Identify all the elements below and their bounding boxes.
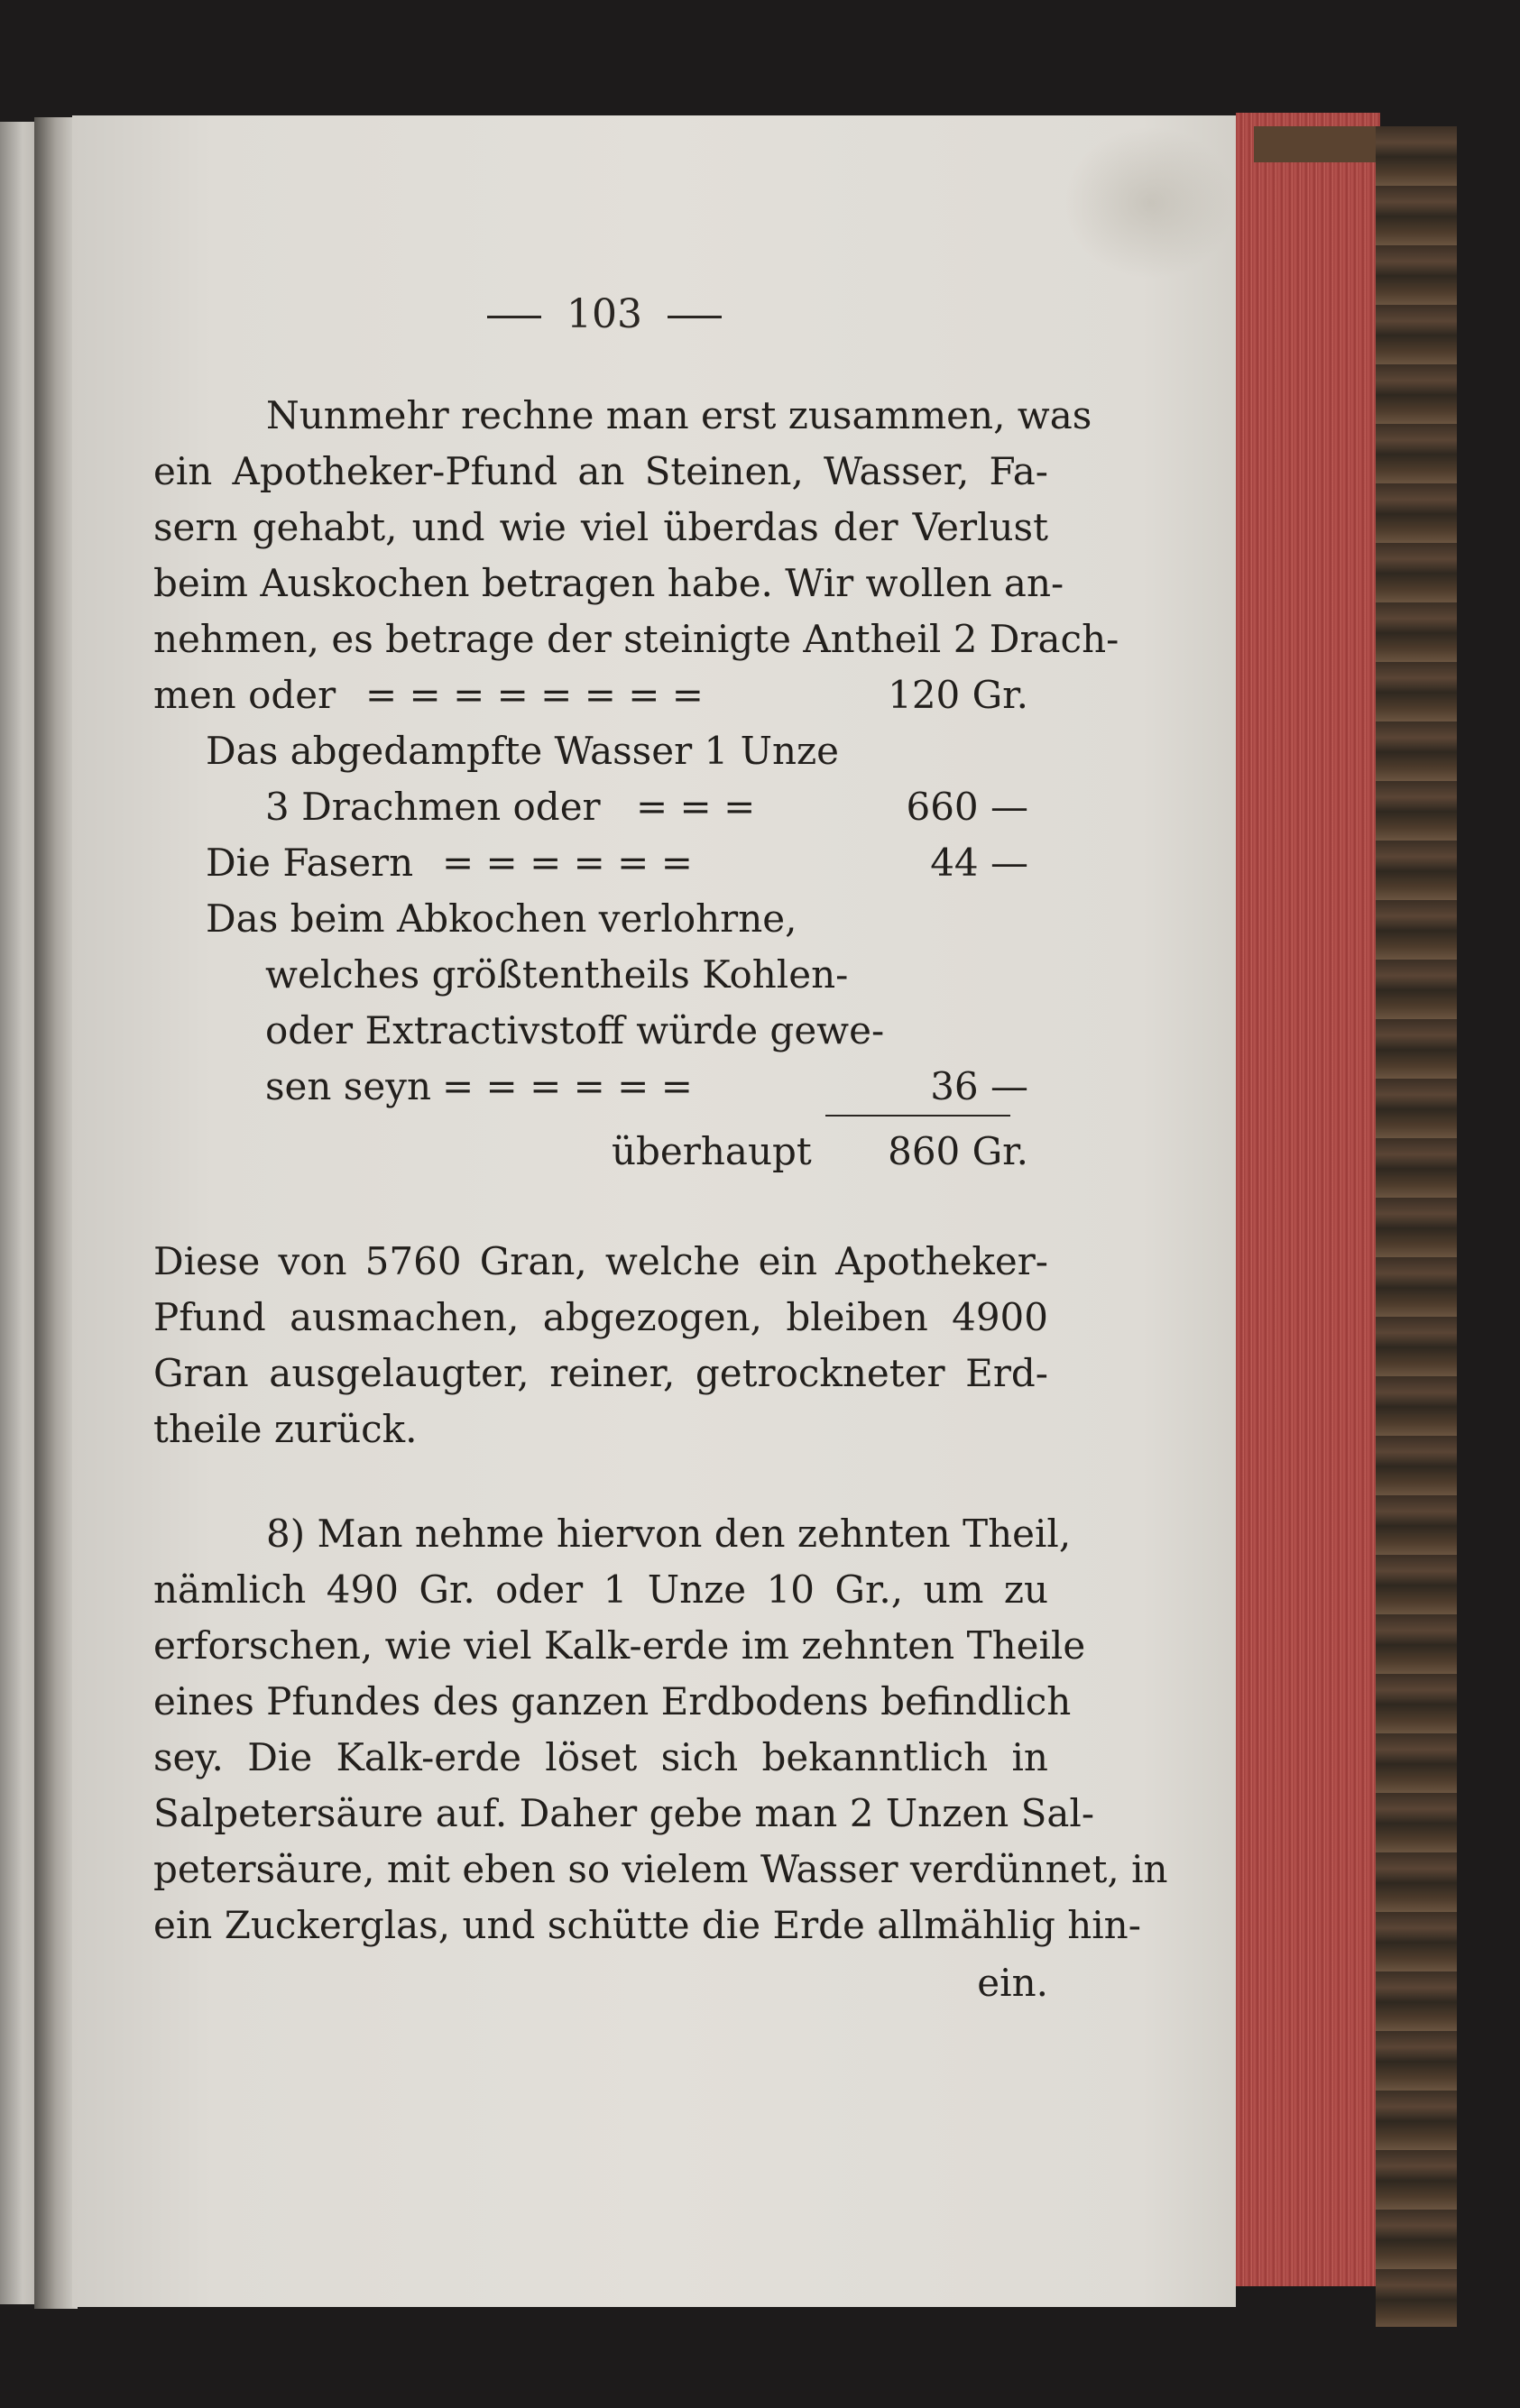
- book-gutter: [34, 117, 78, 2309]
- para3-line-1: 8) Man nehme hiervon den zehnten Theil,: [266, 1512, 1072, 1556]
- sum-rule: [825, 1115, 1010, 1117]
- total-value: 860 Gr.: [888, 1129, 1028, 1173]
- calc-row-4-dots: = = = = = =: [442, 841, 693, 885]
- para3-line-8: ein Zuckerglas, und schütte die Erde allmählig hin-: [153, 1903, 1141, 1947]
- marbled-cover: [1376, 126, 1457, 2327]
- para3-line-6: Salpetersäure auf. Daher gebe man 2 Unzen Sal-: [153, 1791, 1095, 1835]
- calc-row-4-label: Die Fasern: [206, 841, 414, 885]
- calc-row-2-label: Das abgedampfte Wasser 1 Unze: [206, 729, 840, 773]
- header-dash-right: [668, 316, 722, 318]
- para3-line-7: petersäure, mit eben so vielem Wasser verdünnet, in: [153, 1847, 1168, 1891]
- calc-row-5-label: Das beim Abkochen verlohrne,: [206, 896, 797, 941]
- catchword: ein.: [977, 1961, 1048, 2005]
- calc-row-4-value: 44 —: [930, 841, 1028, 885]
- para2-line-3: Gran ausgelaugter, reiner, getrockneter Erd-: [153, 1351, 1048, 1395]
- para3-line-5: sey. Die Kalk-erde löset sich bekanntlich in: [153, 1735, 1048, 1779]
- page-number: 103: [567, 291, 642, 337]
- para1-line-5: nehmen, es betrage der steinigte Antheil 2 Drach-: [153, 617, 1119, 661]
- para3-line-4: eines Pfundes des ganzen Erdbodens befindlich: [153, 1679, 1072, 1723]
- para1-line-3: sern gehabt, und wie viel überdas der Verlust: [153, 505, 1048, 549]
- left-page-edge: [0, 122, 38, 2304]
- red-page-edges: [1236, 113, 1380, 2286]
- total-label: überhaupt: [612, 1129, 812, 1173]
- calc-row-8-label: sen seyn: [265, 1064, 431, 1108]
- page-stain: [1064, 126, 1236, 280]
- para2-line-2: Pfund ausmachen, abgezogen, bleiben 4900: [153, 1295, 1048, 1339]
- calc-row-3-label: 3 Drachmen oder: [265, 785, 601, 829]
- calc-row-3-dots: = = =: [636, 785, 756, 829]
- para1-line-4: beim Auskochen betragen habe. Wir wollen an-: [153, 561, 1064, 605]
- header-dash-left: [487, 316, 541, 318]
- calc-row-6-label: welches größtentheils Kohlen-: [265, 952, 849, 997]
- para1-line-1: Nunmehr rechne man erst zusammen, was: [266, 393, 1092, 437]
- para3-line-2: nämlich 490 Gr. oder 1 Unze 10 Gr., um zu: [153, 1567, 1048, 1612]
- calc-row-1-dots: = = = = = = = =: [365, 673, 704, 717]
- para2-line-4: theile zurück.: [153, 1407, 418, 1451]
- calc-row-7-label: oder Extractivstoff würde gewe-: [265, 1008, 885, 1052]
- calc-row-3-value: 660 —: [906, 785, 1028, 829]
- calc-row-8-dots: = = = = = =: [442, 1064, 693, 1108]
- page-header: [442, 287, 767, 343]
- calc-row-1-label: men oder: [153, 673, 336, 717]
- para3-line-3: erforschen, wie viel Kalk-erde im zehnten Theile: [153, 1623, 1086, 1668]
- calc-row-1-value: 120 Gr.: [888, 673, 1028, 717]
- calc-row-8-value: 36 —: [930, 1064, 1028, 1108]
- para2-line-1: Diese von 5760 Gran, welche ein Apotheker-: [153, 1239, 1048, 1283]
- para1-line-2: ein Apotheker-Pfund an Steinen, Wasser, Fa-: [153, 449, 1048, 493]
